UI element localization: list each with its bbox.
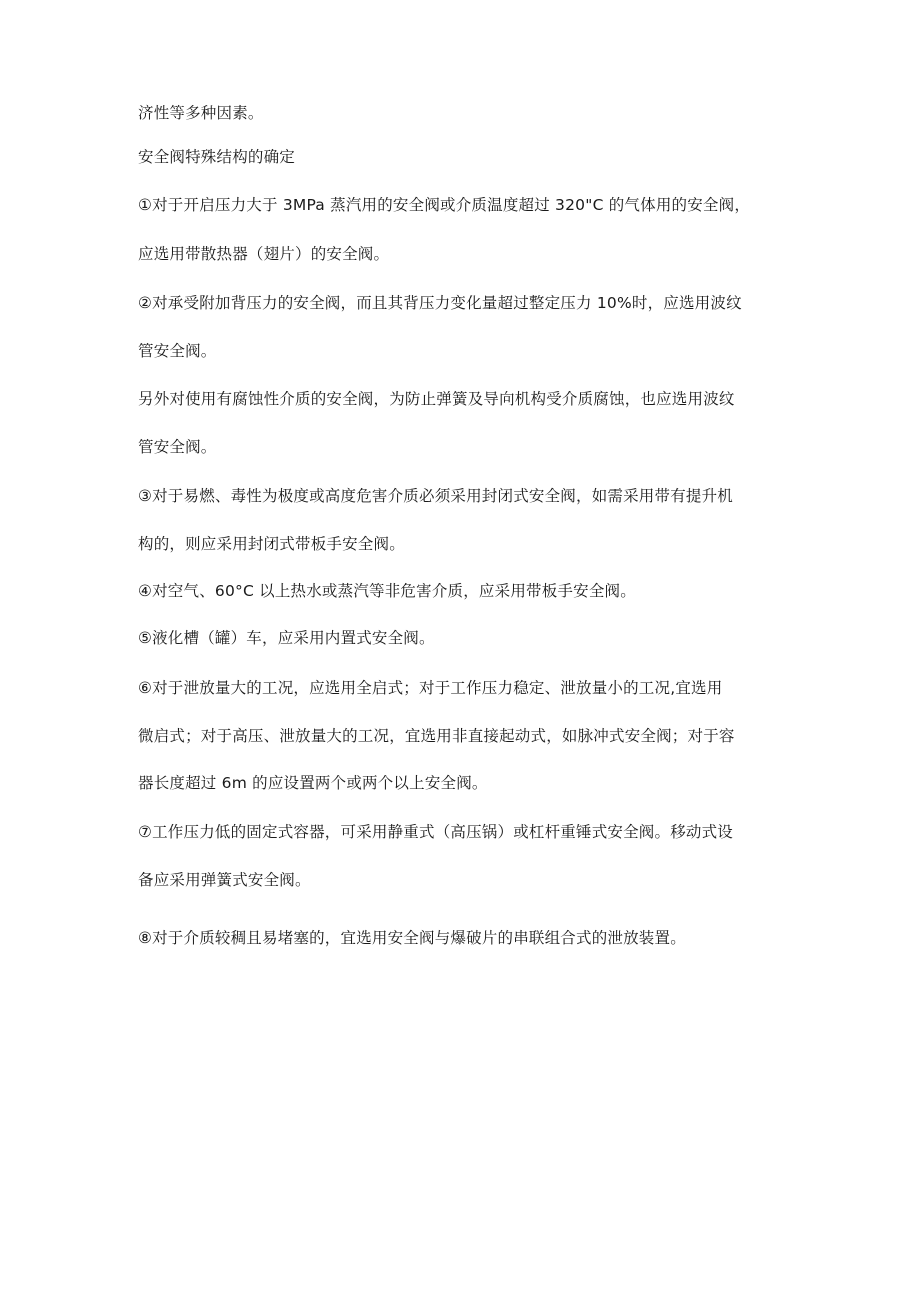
text-line-8: 管安全阀。 <box>138 438 217 456</box>
text-line-1: 济性等多种因素。 <box>138 104 264 122</box>
text-line-3: ①对于开启压力大于 3MPa 蒸汽用的安全阀或介质温度超过 320"C 的气体用的安全阀， <box>138 196 751 214</box>
text-line-4: 应选用带散热器（翅片）的安全阀。 <box>138 245 390 263</box>
text-line-12: ⑤液化槽（罐）车，应采用内置式安全阀。 <box>138 629 435 647</box>
text-line-7: 另外对使用有腐蚀性介质的安全阀，为防止弹簧及导向机构受介质腐蚀，也应选用波纹 <box>138 390 735 408</box>
text-line-18: ⑧对于介质较稠且易堵塞的，宜选用安全阀与爆破片的串联组合式的泄放装置。 <box>138 929 686 947</box>
text-line-14: 微启式；对于高压、泄放量大的工况，宜选用非直接起动式，如脉冲式安全阀；对于容 <box>138 727 735 745</box>
text-line-11: ④对空气、60°C 以上热水或蒸汽等非危害介质，应采用带板手安全阀。 <box>138 582 636 600</box>
text-line-9: ③对于易燃、毒性为极度或高度危害介质必须采用封闭式安全阀，如需采用带有提升机 <box>138 487 733 505</box>
text-line-16: ⑦工作压力低的固定式容器，可采用静重式（高压锅）或杠杆重锤式安全阀。移动式设 <box>138 823 733 841</box>
text-line-13: ⑥对于泄放量大的工况，应选用全启式；对于工作压力稳定、泄放量小的工况,宜选用 <box>138 679 723 697</box>
text-line-5: ②对承受附加背压力的安全阀，而且其背压力变化量超过整定压力 10%时，应选用波纹 <box>138 294 742 312</box>
text-line-15: 器长度超过 6m 的应设置两个或两个以上安全阀。 <box>138 774 488 792</box>
text-line-6: 管安全阀。 <box>138 342 217 360</box>
text-line-10: 构的，则应采用封闭式带板手安全阀。 <box>138 535 405 553</box>
text-line-17: 备应采用弹簧式安全阀。 <box>138 871 311 889</box>
section-heading: 安全阀特殊结构的确定 <box>138 148 296 166</box>
